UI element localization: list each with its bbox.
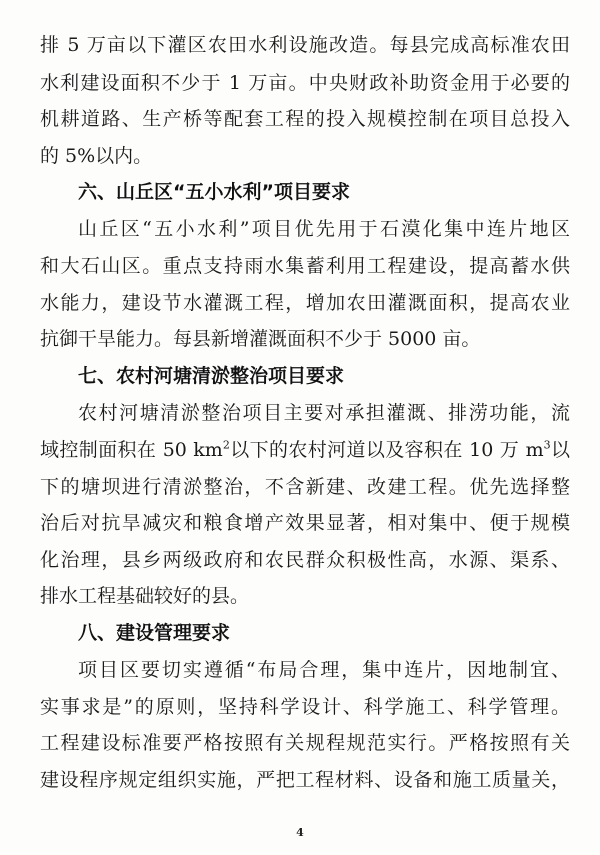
section-heading-eight: 八、建设管理要求 (78, 622, 231, 644)
body-line-13: 化治理，县乡两级政府和农民群众积极性高，水源、渠系、 (40, 549, 570, 571)
body-line-16: 实事求是”的原则，坚持科学设计、科学施工、科学管理。 (40, 696, 570, 718)
body-line-18: 建设程序规定组织实施，严把工程材料、设备和施工质量关， (40, 769, 570, 791)
river-line-part-1: 域控制面积在 50 km (40, 439, 223, 461)
body-line-5: 山丘区“五小水利”项目优先用于石漠化集中连片地区 (78, 218, 570, 240)
body-line-1: 排 5 万亩以下灌区农田水利设施改造。每县完成高标准农田 (40, 34, 570, 56)
body-line-9: 农村河塘清淤整治项目主要对承担灌溉、排涝功能，流 (78, 402, 570, 424)
body-line-15: 项目区要切实遵循“布局合理，集中连片，因地制宜、 (78, 659, 570, 681)
body-line-17: 工程建设标准要严格按照有关规程规范实行。严格按照有关 (40, 732, 570, 754)
body-line-8: 抗御干旱能力。每县新增灌溉面积不少于 5000 亩。 (40, 328, 481, 350)
body-line-4: 的 5%以内。 (40, 145, 153, 167)
body-line-6: 和大石山区。重点支持雨水集蓄利用工程建设，提高蓄水供 (40, 255, 570, 277)
river-line-part-3: 以 (550, 439, 570, 461)
body-line-12: 治后对抗旱减灾和粮食增产效果显著，相对集中、便于规模 (40, 512, 570, 534)
river-line-part-2: 以下的农村河道以及容积在 10 万 m (229, 439, 544, 461)
km-superscript: 2 (222, 438, 230, 452)
page-number: 4 (296, 826, 304, 839)
section-heading-seven: 七、农村河塘清淤整治项目要求 (78, 365, 345, 387)
m-superscript: 3 (543, 438, 551, 452)
section-heading-six: 六、山丘区“五小水利”项目要求 (78, 181, 350, 203)
body-line-10 (40, 437, 570, 463)
body-line-3: 机耕道路、生产桥等配套工程的投入规模控制在项目总投入 (40, 108, 570, 130)
body-line-2: 水利建设面积不少于 1 万亩。中央财政补助资金用于必要的 (40, 72, 570, 94)
body-line-14: 排水工程基础较好的县。 (40, 585, 250, 607)
body-line-7: 水能力，建设节水灌溉工程，增加农田灌溉面积，提高农业 (40, 292, 570, 314)
body-line-11: 下的塘坝进行清淤整治，不含新建、改建工程。优先选择整 (40, 476, 570, 498)
